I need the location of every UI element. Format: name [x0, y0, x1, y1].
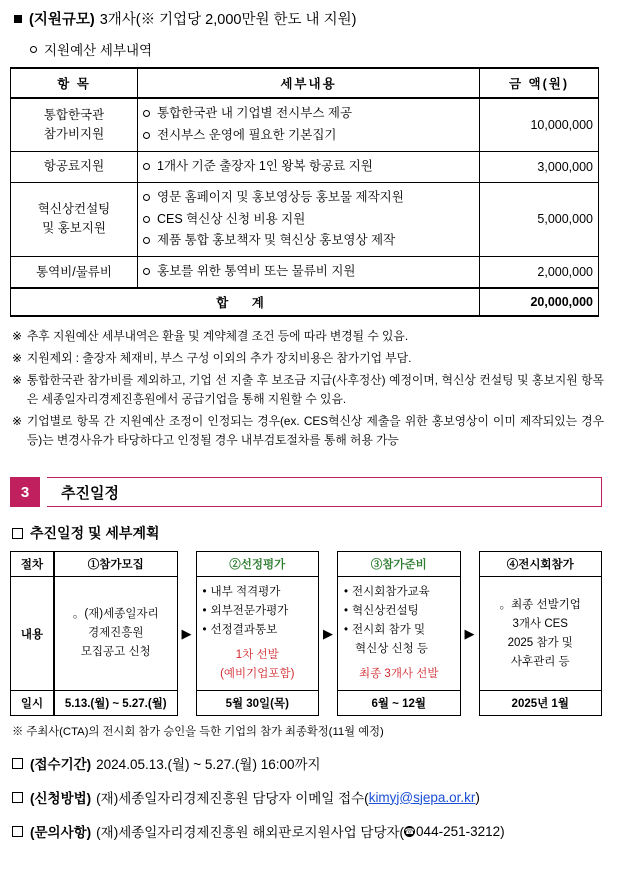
cell-detail — [138, 182, 480, 257]
circle-bullet-icon — [143, 163, 150, 170]
flow-arrow-icon: ▶ — [323, 625, 333, 641]
note-item: ※ 기업별로 항목 간 지원예산 조정이 인정되는 경우(ex. CES혁신상 제출을 위한 홍보영상이 이미 제작되있는 경우 등)는 변경사유가 타당하다고 인정될 경우 내부검토절차를 통해 허용 가능 — [12, 413, 604, 447]
support-scale-heading-rest: 3개사(※ 기업당 2,000만원 한도 내 지원) — [99, 12, 357, 28]
open-square-bullet-icon — [12, 528, 23, 539]
note-item: ※ 지원제외 : 출장자 체재비, 부스 구성 이외의 추가 장치비용은 참가기업 부담. — [12, 349, 604, 368]
total-label: 합 계 — [11, 288, 480, 316]
circle-bullet-icon — [143, 110, 150, 117]
schedule-sub-heading-label: 추진일정 및 세부계획 — [30, 525, 160, 542]
flow-step-2-emphasis-1: 1차 선발 — [235, 649, 279, 662]
dot-icon: • — [344, 586, 349, 599]
flow-step-3-emphasis: 최종 3개사 선발 — [359, 668, 439, 681]
note-item: ※ 추후 지원예산 세부내역은 환율 및 계약체결 조건 등에 따라 변경될 수 있음. — [12, 327, 604, 346]
flow-line: • 혁신상컨설팅 — [344, 602, 454, 621]
flow-step-4 — [479, 551, 603, 716]
circle-bullet-icon — [143, 268, 150, 275]
detail-line: 제품 통합 홍보책자 및 혁신상 홍보영상 제작 — [143, 230, 474, 252]
flow-step-2-head: ②선정평가 — [197, 552, 319, 577]
circle-bullet-icon — [143, 132, 150, 139]
flow-step-1-body — [55, 577, 177, 690]
total-amount: 20,000,000 — [480, 288, 599, 316]
flow-step-3-body — [338, 577, 460, 690]
small-circle-icon: 。 — [499, 598, 512, 611]
schedule-sub-heading — [12, 523, 617, 543]
col-header-amount: 금 액(원) — [480, 68, 599, 98]
section-title: 추진일정 — [47, 477, 602, 507]
flow-step-3 — [337, 551, 461, 716]
inquiry-text-after: ) — [500, 823, 505, 839]
flow-step-4-head: ④전시회참가 — [480, 552, 602, 577]
flow-line: 사후관리 등 — [510, 655, 570, 668]
asterisk-icon: ※ — [12, 372, 22, 387]
flow-line: 。최종 선발기업 — [499, 598, 581, 611]
cell-item: 항공료지원 — [11, 151, 138, 182]
flow-step-1 — [54, 551, 178, 716]
support-scale-heading — [14, 8, 605, 29]
cell-detail — [138, 98, 480, 151]
flow-label-process: 절차 — [11, 552, 53, 577]
flow-row-labels — [10, 551, 54, 716]
support-scale-heading-bold: (지원규모) — [29, 12, 95, 28]
flow-line: • 내부 적격평가 — [203, 583, 313, 602]
item-line: 참가비지원 — [43, 126, 105, 141]
budget-sub-heading-label: 지원예산 세부내역 — [44, 43, 153, 58]
flow-step-4-body — [480, 577, 602, 690]
flow-footnote: ※ 주최사(CTA)의 전시회 참가 승인을 득한 기업의 참가 최종확정(11월 예정) — [12, 726, 384, 739]
flow-line: 。(재)세종일자리 — [72, 608, 159, 621]
flow-line: • 선정결과통보 — [203, 621, 313, 640]
circle-bullet-icon — [30, 46, 37, 53]
budget-sub-heading — [30, 39, 605, 59]
circle-bullet-icon — [143, 237, 150, 244]
flow-step-2-date: 5월 30일(목) — [197, 690, 319, 715]
inquiry-label: (문의사항) — [30, 825, 92, 841]
dot-icon: • — [344, 605, 349, 618]
dot-icon: • — [344, 624, 349, 637]
table-row — [11, 151, 599, 182]
cell-amount: 3,000,000 — [480, 151, 599, 182]
note-item: ※ 통합한국관 참가비를 제외하고, 기업 선 지출 후 보조금 지급(사후정산) 예정이며, 혁신상 컨설팅 및 홍보지원 항목은 세종일자리경제진흥원에서 공급기업을 통해 지원할 수 있음. — [12, 372, 604, 406]
flow-step-2-emphasis-2: (예비기업포함) — [220, 668, 295, 681]
detail-line: CES 혁신상 신청 비용 지원 — [143, 209, 474, 231]
flow-step-3-head: ③참가준비 — [338, 552, 460, 577]
application-method-text-after: ) — [475, 789, 480, 805]
open-square-bullet-icon — [12, 792, 23, 803]
cell-item — [11, 98, 138, 151]
flow-label-date: 일시 — [11, 690, 53, 715]
application-email-link[interactable]: kimyj@sjepa.or.kr — [368, 789, 476, 805]
reception-period-item — [12, 753, 617, 773]
flow-line: 경제진흥원 — [87, 627, 144, 640]
table-row — [11, 98, 599, 151]
inquiry-phone: 044-251-3212 — [416, 823, 501, 839]
flow-line: 2025 참가 및 — [507, 636, 573, 649]
flow-line: • 전시회 참가 및 — [344, 621, 454, 640]
section-number-badge: 3 — [10, 477, 40, 507]
flow-label-content: 내용 — [20, 628, 44, 641]
item-line: 혁신상컨설팅 — [37, 202, 111, 217]
application-method-label: (신청방법) — [30, 791, 92, 807]
schedule-flow-table — [10, 551, 602, 716]
open-square-bullet-icon — [12, 758, 23, 769]
flow-line: 혁신상 신청 등 — [355, 643, 429, 656]
flow-line: 모집공고 신청 — [80, 646, 151, 659]
flow-line: 3개사 CES — [512, 617, 568, 630]
asterisk-icon: ※ — [12, 413, 22, 428]
reception-period-value: 2024.05.13.(월) ~ 5.27.(월) 16:00까지 — [96, 757, 321, 773]
flow-step-1-date: 5.13.(월) ~ 5.27.(월) — [55, 690, 177, 715]
support-scale-section — [0, 0, 617, 59]
flow-step-3-date: 6월 ~ 12월 — [338, 690, 460, 715]
detail-line: 홍보를 위한 통역비 또는 물류비 지원 — [143, 261, 474, 283]
table-row — [11, 257, 599, 288]
phone-icon: ☎ — [404, 826, 415, 836]
cell-item — [11, 182, 138, 257]
cell-amount: 10,000,000 — [480, 98, 599, 151]
dot-icon: • — [202, 624, 207, 637]
reception-period-label: (접수기간) — [30, 757, 92, 773]
detail-line: 영문 홈페이지 및 홍보영상등 홍보물 제작지원 — [143, 187, 474, 209]
cell-amount: 2,000,000 — [480, 257, 599, 288]
flow-arrow-icon: ▶ — [464, 625, 475, 641]
flow-step-1-head: ①참가모집 — [55, 552, 177, 577]
application-method-text: (재)세종일자리경제진흥원 담당자 이메일 접수( — [96, 791, 369, 807]
notes-list — [12, 327, 604, 449]
item-line: 통합한국관 — [43, 107, 105, 122]
asterisk-icon: ※ — [12, 329, 22, 344]
asterisk-icon: ※ — [12, 351, 22, 365]
open-square-bullet-icon — [12, 826, 23, 837]
detail-line: 전시부스 운영에 필요한 기본집기 — [143, 125, 474, 147]
detail-line: 통합한국관 내 기업별 전시부스 제공 — [143, 103, 474, 125]
col-header-item: 항 목 — [11, 68, 138, 98]
flow-step-2 — [196, 551, 320, 716]
table-row — [11, 182, 599, 257]
flow-step-4-date: 2025년 1월 — [480, 690, 602, 715]
item-line: 및 홍보지원 — [42, 221, 106, 236]
square-bullet-icon — [14, 15, 22, 23]
flow-step-2-body — [197, 577, 319, 690]
small-circle-icon: 。 — [72, 608, 85, 621]
flow-line: • 전시회참가교육 — [344, 583, 454, 602]
inquiry-item — [12, 821, 617, 841]
inquiry-text: (재)세종일자리경제진흥원 해외판로지원사업 담당자( — [96, 825, 405, 841]
cell-detail — [138, 257, 480, 288]
table-total-row — [11, 288, 599, 316]
circle-bullet-icon — [143, 194, 150, 201]
cell-detail — [138, 151, 480, 182]
dot-icon: • — [202, 605, 207, 618]
table-header-row — [11, 68, 599, 98]
budget-table — [10, 67, 599, 317]
flow-arrow-icon: ▶ — [181, 625, 192, 641]
cell-item: 통역비/물류비 — [11, 257, 138, 288]
dot-icon: • — [202, 586, 207, 599]
cell-amount: 5,000,000 — [480, 182, 599, 257]
section-3-header — [10, 477, 602, 507]
flow-line: • 외부전문가평가 — [203, 602, 313, 621]
detail-line: 1개사 기준 출장자 1인 왕복 항공료 지원 — [143, 156, 474, 178]
circle-bullet-icon — [143, 216, 150, 223]
application-method-item — [12, 787, 617, 807]
col-header-detail: 세부내용 — [138, 68, 480, 98]
